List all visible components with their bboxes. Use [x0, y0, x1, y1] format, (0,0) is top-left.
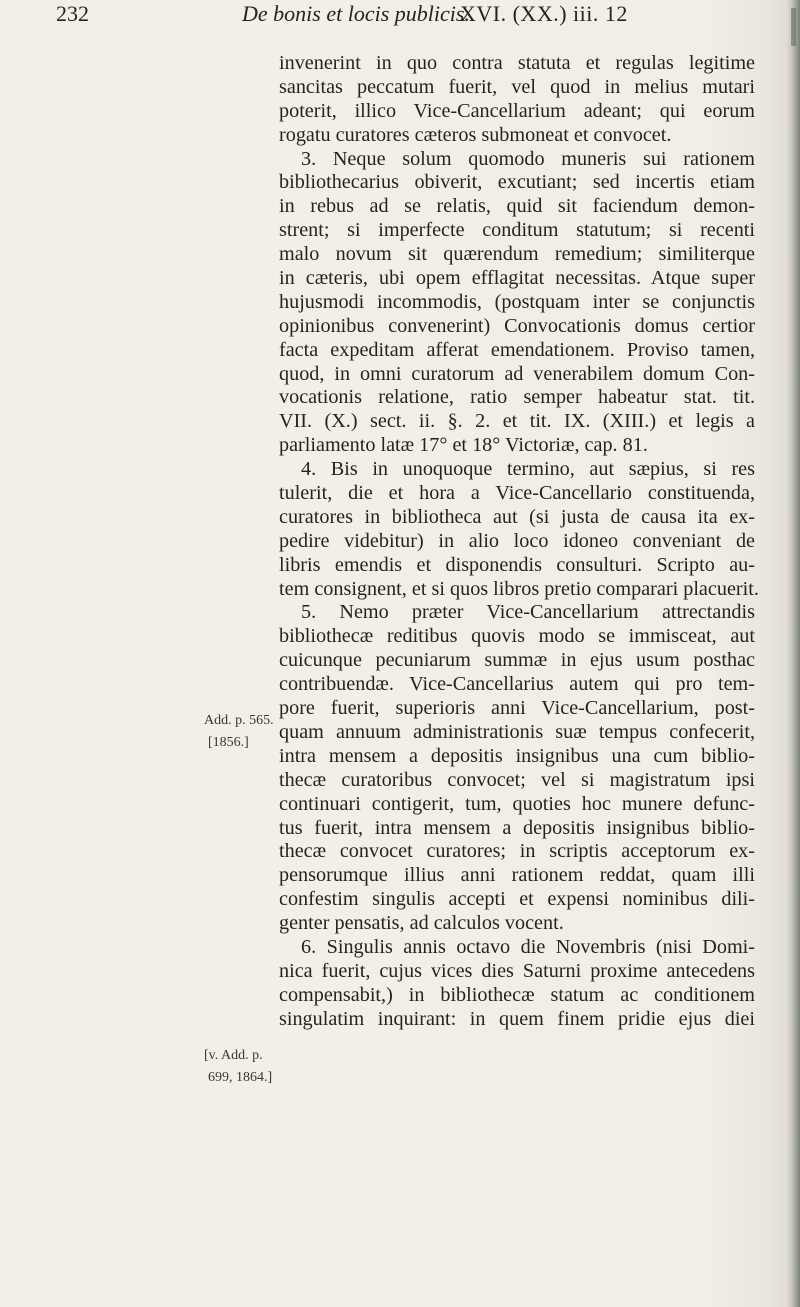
text-line: facta expeditam afferat emendationem. Proviso tamen, — [279, 338, 755, 361]
margin-note-line: 699, 1864.] — [208, 1070, 273, 1085]
text-line: hujusmodi incommodis, (postquam inter se conjunctis — [279, 290, 755, 313]
margin-note-line: Add. p. 565. — [204, 713, 274, 728]
text-line: singulatim inquirant: in quem finem pridie ejus diei — [279, 1007, 755, 1030]
text-line: quod, in omni curatorum ad venerabilem domum Con- — [279, 362, 755, 385]
text-line: in cæteris, ubi opem efflagitat necessitas. Atque super — [279, 267, 755, 290]
text-line: contribuendæ. Vice-Cancellarius autem qui pro tem- — [279, 673, 755, 696]
paragraph-6-start: 6. Singulis annis octavo die Novembris (nisi Domi- — [301, 935, 755, 958]
text-line: pensorumque illius anni rationem reddat, quam illi — [279, 864, 755, 887]
text-line: bibliothecæ reditibus quovis modo se immisceat, aut — [279, 625, 755, 648]
paragraph-3-start: 3. Neque solum quomodo muneris sui rationem — [301, 147, 755, 170]
text-line: opinionibus convenerint) Convocationis domus certior — [279, 314, 755, 337]
text-line: curatores in bibliotheca aut (si justa de causa ita ex- — [279, 505, 755, 528]
body-text — [279, 52, 759, 1032]
margin-note-1864 — [204, 1045, 272, 1089]
section-reference: XVI. (XX.) iii. 12 — [460, 1, 628, 26]
text-line: tulerit, die et hora a Vice-Cancellario constituenda, — [279, 482, 755, 505]
text-line: nica fuerit, cujus vices dies Saturni proxime antecedens — [279, 959, 755, 982]
page-number: 232 — [56, 1, 89, 26]
paragraph-5-start: 5. Nemo præter Vice-Cancellarium attrectandis — [301, 601, 755, 624]
running-title: De bonis et locis publicis. — [242, 1, 470, 26]
text-line: confestim singulis accepti et expensi nominibus dili- — [279, 888, 755, 911]
text-line: malo novum sit quærendum remedium; similiterque — [279, 243, 755, 266]
text-line: genter pensatis, ad calculos vocent. — [279, 912, 564, 935]
running-head — [56, 0, 776, 30]
text-line: invenerint in quo contra statuta et regulas legitime — [279, 52, 755, 74]
text-line: vocationis relatione, ratio semper habeatur stat. tit. — [279, 386, 755, 409]
text-line: parliamento latæ 17° et 18° Victoriæ, cap. 81. — [279, 434, 648, 457]
margin-note-line: [1856.] — [208, 735, 249, 750]
page-binding-edge — [786, 0, 800, 1307]
text-line: continuari contigerit, tum, quoties hoc munere defunc- — [279, 792, 755, 815]
text-line: cuicunque pecuniarum summæ in ejus usum posthac — [279, 649, 755, 672]
margin-note-line: [v. Add. p. — [204, 1048, 263, 1063]
margin-note-1856 — [204, 710, 274, 754]
text-line: libris emendis et disponendis consulturi. Scripto au- — [279, 553, 755, 576]
text-line: compensabit,) in bibliothecæ statum ac conditionem — [279, 983, 755, 1006]
text-line: intra mensem a depositis insignibus una cum biblio- — [279, 744, 755, 767]
text-line: thecæ curatoribus convocet; vel si magistratum ipsi — [279, 768, 755, 791]
text-line: quam annuum administrationis suæ tempus confecerit, — [279, 720, 755, 743]
text-line: VII. (X.) sect. ii. §. 2. et tit. IX. (XIII.) et legis a — [279, 410, 755, 433]
text-line: tem consignent, et si quos libros pretio comparari placuerit. — [279, 577, 759, 600]
text-line: sancitas peccatum fuerit, vel quod in melius mutari — [279, 75, 755, 98]
text-line: rogatu curatores cæteros submoneat et convocet. — [279, 123, 672, 146]
edge-mark — [791, 8, 796, 46]
text-line: strent; si imperfecte conditum statutum; si recenti — [279, 219, 755, 242]
text-line: pore fuerit, superioris anni Vice-Cancellarium, post- — [279, 697, 755, 720]
text-line: thecæ convocet curatores; in scriptis acceptorum ex- — [279, 840, 755, 863]
text-line: tus fuerit, intra mensem a depositis insignibus biblio- — [279, 816, 755, 839]
text-line: poterit, illico Vice-Cancellarium adeant; qui eorum — [279, 99, 755, 122]
text-line: pedire videbitur) in alio loco idoneo conveniant de — [279, 529, 755, 552]
text-line: in rebus ad se relatis, quid sit faciendum demon- — [279, 195, 755, 218]
text-line: bibliothecarius obiverit, excutiant; sed incertis etiam — [279, 171, 755, 194]
paragraph-4-start: 4. Bis in unoquoque termino, aut sæpius, si res — [301, 458, 755, 481]
